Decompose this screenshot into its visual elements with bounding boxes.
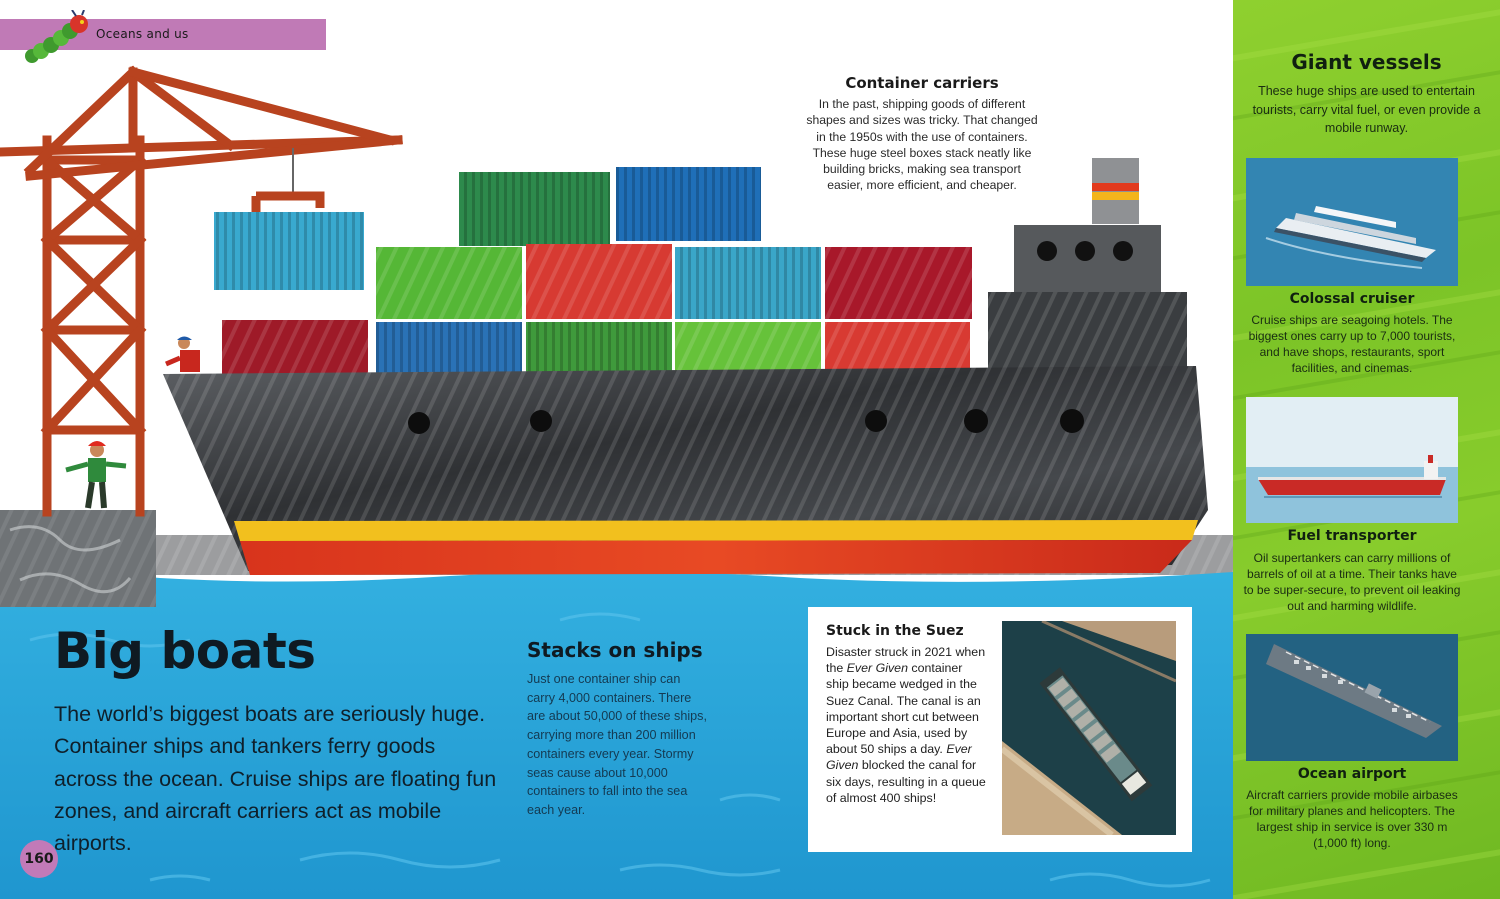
suez-heading: Stuck in the Suez [826, 623, 964, 639]
container-carriers-heading: Container carriers [845, 74, 999, 92]
carrier-heading: Ocean airport [1297, 766, 1407, 782]
suez-canal-photo [1002, 621, 1176, 835]
giant-vessels-heading: Giant vessels [1291, 50, 1442, 74]
giant-vessels-column [1233, 0, 1500, 899]
aircraft-carrier-photo [1246, 634, 1458, 761]
suez-text-part: blocked the canal for six days, resulting in a queue of almost 400 ships! [826, 758, 986, 805]
suez-text [826, 644, 986, 806]
dock-worker [66, 441, 126, 508]
suez-text-part: Disaster struck in 2021 when the [826, 645, 986, 676]
cruiser-text: Cruise ships are seagoing hotels. The biggest ones carry up to 7,000 tourists, and have shops, restaurants, sport facilities, and cinemas. [1248, 313, 1456, 376]
caterpillar-icon [22, 10, 92, 68]
cruise-ship-photo [1246, 158, 1458, 286]
stacks-text: Just one container ship can carry 4,000 containers. There are about 50,000 of these ships, carrying more than 200 million containers every year. Stormy seas cause about 10,000 containers to fall into the sea each year. [527, 672, 707, 817]
tanker-heading: Fuel transporter [1287, 528, 1417, 544]
ship-name: Ever Given [846, 661, 908, 676]
carrier-text: Aircraft carriers provide mobile airbases for military planes and helicopters. The largest ship in service is over 330 m (1,000 ft) long. [1246, 788, 1458, 851]
page-title: Big boats [54, 622, 316, 680]
cruiser-heading: Colossal cruiser [1289, 291, 1415, 307]
ship-name: Ever Given [826, 742, 972, 773]
section-label: Oceans and us [96, 27, 189, 41]
ship-worker [166, 337, 200, 373]
hull-red-stripe [240, 540, 1192, 575]
suez-feature-box [808, 607, 1192, 852]
oil-tanker-photo [1246, 397, 1458, 523]
stacks-heading: Stacks on ships [527, 638, 703, 662]
intro-text: The world’s biggest boats are seriously huge. Container ships and tankers ferry goods across the ocean. Cruise ships are floating fun zones, and aircraft carriers act as mobile airports. [54, 702, 497, 856]
giant-vessels-intro: These huge ships are used to entertain tourists, carry vital fuel, or even provide a mobile runway. [1252, 84, 1481, 135]
page-number-left: 160 [20, 840, 58, 878]
container-carriers-text: In the past, shipping goods of different shapes and sizes was tricky. That changed in the 1950s with the use of containers. These huge steel boxes stack neatly like building bricks, making sea transport easier, more efficient, and cheaper. [806, 97, 1038, 193]
suez-text-part: container ship became wedged in the Suez Canal. The canal is an important short cut between Europe and Asia, used by about 50 ships a day. [826, 661, 981, 757]
hull-yellow-stripe [234, 520, 1198, 541]
tanker-text: Oil supertankers can carry millions of barrels of oil at a time. Their tanks have to be super-secure, to prevent oil leaking out and harming wildlife. [1243, 551, 1461, 614]
